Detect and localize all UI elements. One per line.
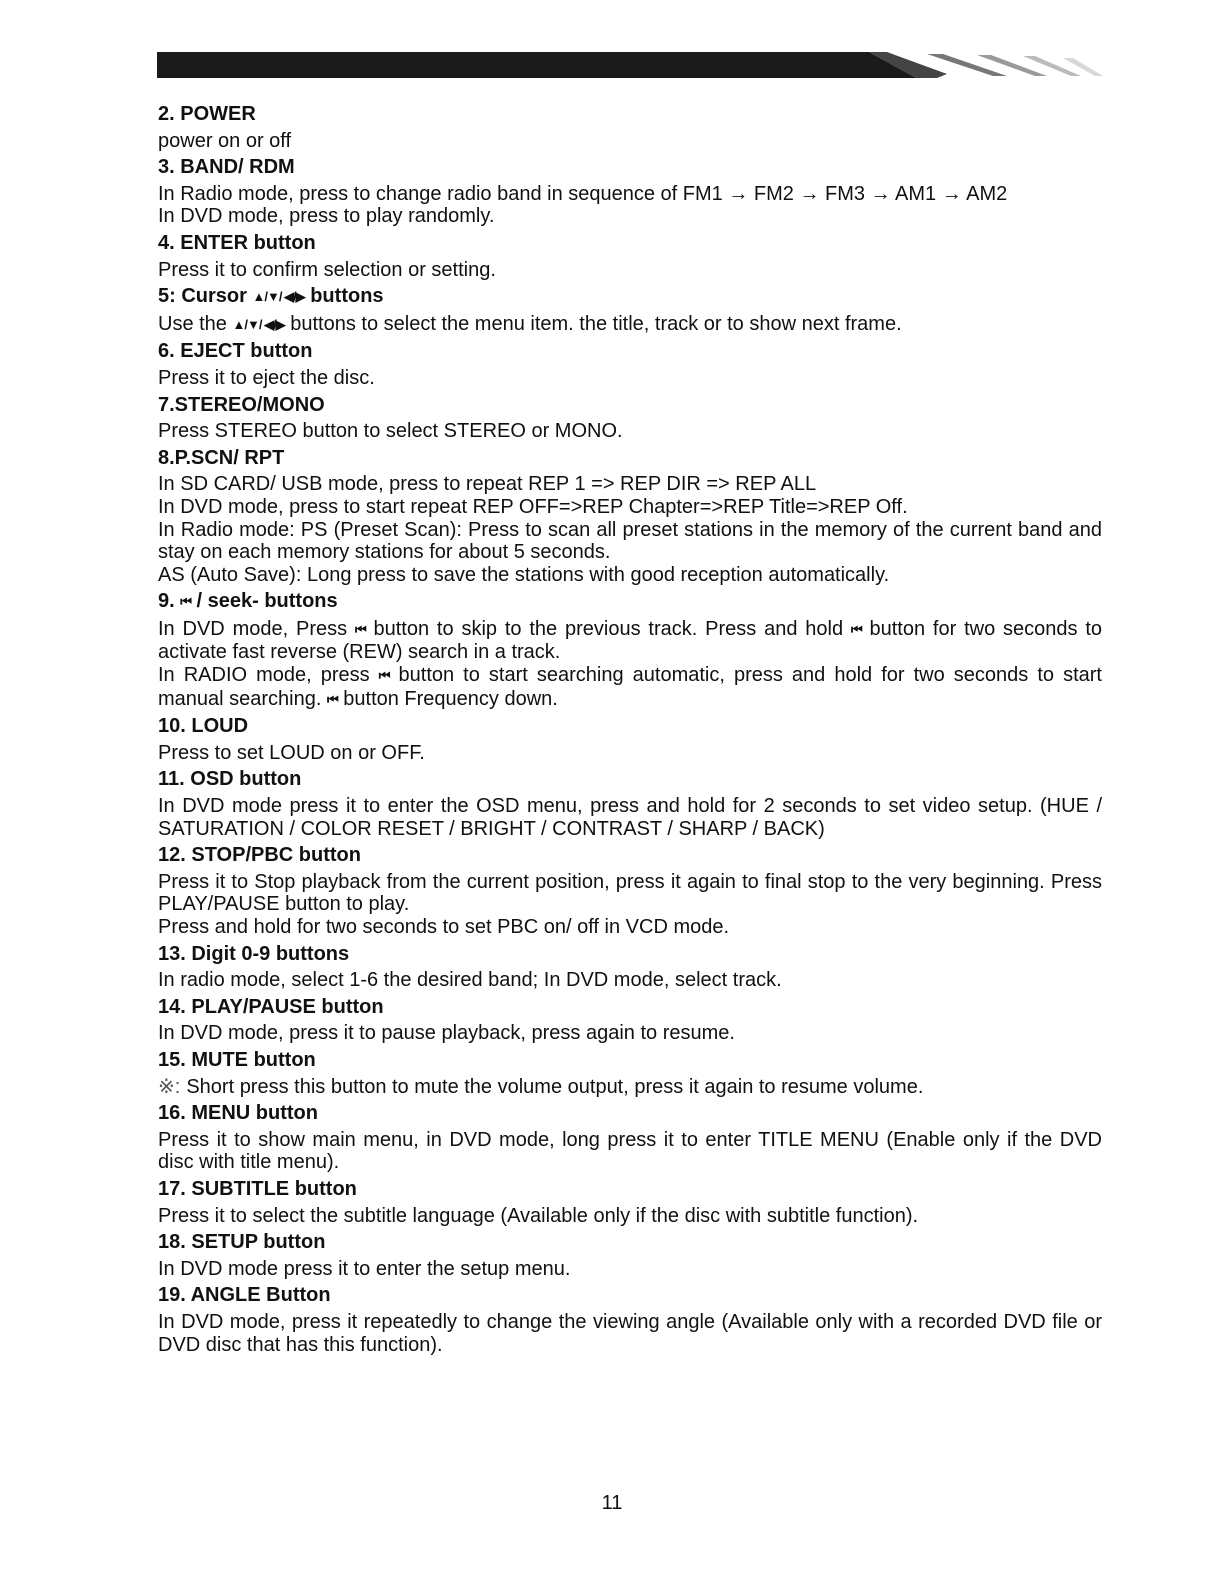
seek-title-suffix: / seek- buttons	[196, 590, 338, 613]
cursor-arrows-icon: ▲/▼/ ◀/▶	[232, 316, 285, 332]
section-text-loud: Press to set LOUD on or OFF.	[158, 741, 425, 764]
section-text-stop-2: Press and hold for two seconds to set PBC on/ off in VCD mode.	[158, 916, 730, 938]
page-number: 11	[601, 1492, 623, 1514]
section-text-setup: In DVD mode press it to enter the setup menu.	[158, 1257, 571, 1280]
section-text-eject: Press it to eject the disc.	[158, 366, 375, 389]
section-text-angle: In DVD mode, press it repeatedly to change the viewing angle (Available only with a recorded DVD file or DVD disc that has this function).	[158, 1310, 1102, 1356]
section-text-enter: Press it to confirm selection or setting.	[158, 258, 496, 281]
skip-back-icon: ⏮	[850, 621, 862, 637]
seek-text-1a: In DVD mode, Press	[158, 617, 348, 640]
section-text-menu: Press it to show main menu, in DVD mode, long press it to enter TITLE MENU (Enable only if the DVD disc with title menu).	[158, 1128, 1102, 1174]
cursor-arrows-icon: ▲/▼/ ◀/▶	[252, 289, 305, 305]
section-title-menu: 16. MENU button	[158, 1102, 318, 1125]
seek-text-1b: button to skip to the previous track. Press and hold	[373, 617, 844, 640]
note-mark-icon: ※:	[158, 1075, 181, 1098]
header-decoration-bar	[157, 52, 1105, 78]
section-title-angle: 19. ANGLE Button	[158, 1284, 331, 1307]
section-text-digit: In radio mode, select 1-6 the desired band; In DVD mode, select track.	[158, 969, 782, 992]
section-title-osd: 11. OSD button	[158, 768, 302, 791]
skip-back-icon: ⏮	[180, 594, 191, 610]
section-text-subtitle: Press it to select the subtitle language (Available only if the disc with subtitle function).	[158, 1204, 919, 1227]
cursor-text-prefix: Use the	[158, 312, 227, 335]
skip-back-icon: ⏮	[354, 621, 366, 637]
seek-text-1c: button for two seconds to activate fast reverse (REW) search in a track.	[158, 617, 1103, 664]
section-title-pscn: 8.P.SCN/ RPT	[158, 446, 285, 469]
section-text-pscn-4: AS (Auto Save): Long press to save the stations with good reception automatically.	[158, 563, 890, 586]
seek-title-prefix: 9.	[158, 590, 175, 613]
section-title-seek	[158, 590, 1102, 614]
section-text-pscn-1: In SD CARD/ USB mode, press to repeat REP 1 => REP DIR => REP ALL	[158, 473, 817, 496]
cursor-title-prefix: 5: Cursor	[158, 285, 247, 308]
section-text-stop-1: Press it to Stop playback from the current position, press it again to final stop to the very beginning. Press PLAY/PAUSE button to play.	[158, 870, 1102, 916]
section-title-setup: 18. SETUP button	[158, 1231, 326, 1254]
section-text-seek-2	[158, 664, 1102, 711]
section-text-mute	[158, 1076, 1102, 1099]
cursor-text-suffix: buttons to select the menu item. the title, track or to show next frame.	[290, 312, 902, 335]
mute-text: Short press this button to mute the volume output, press it again to resume volume.	[186, 1075, 924, 1098]
section-text-band-2: In DVD mode, press to play randomly.	[158, 205, 495, 228]
skip-back-icon: ⏮	[327, 691, 338, 707]
section-text-power: power on or off	[158, 129, 292, 152]
section-title-eject: 6. EJECT button	[158, 340, 313, 363]
seek-text-2b: button to start searching automatic, press and hold for two seconds to start manual searching.	[158, 664, 1102, 710]
section-title-enter: 4. ENTER button	[158, 231, 316, 254]
seek-text-2c: button Frequency down.	[343, 687, 558, 710]
section-text-stereo: Press STEREO button to select STEREO or MONO.	[158, 420, 623, 443]
section-title-cursor	[158, 285, 1102, 309]
section-title-stop: 12. STOP/PBC button	[158, 844, 361, 867]
section-title-digit: 13. Digit 0-9 buttons	[158, 942, 350, 965]
cursor-title-suffix: buttons	[310, 285, 384, 308]
section-title-subtitle: 17. SUBTITLE button	[158, 1177, 357, 1200]
section-title-play: 14. PLAY/PAUSE button	[158, 995, 384, 1018]
section-text-osd: In DVD mode press it to enter the OSD menu, press and hold for 2 seconds to set video setup. (HUE / SATURATION / COLOR RESET / BRIGHT / CONTRAST / SHARP / BACK)	[158, 795, 1102, 840]
section-title-stereo: 7.STEREO/MONO	[158, 393, 325, 416]
section-text-cursor	[158, 313, 1102, 337]
section-text-band-1: In Radio mode, press to change radio band in sequence of FM1 → FM2 → FM3 → AM1 → AM2	[158, 182, 1008, 205]
section-text-pscn-2: In DVD mode, press to start repeat REP OFF=>REP Chapter=>REP Title=>REP Off.	[158, 495, 908, 518]
seek-text-2a: In RADIO mode, press	[158, 664, 370, 687]
section-text-play: In DVD mode, press it to pause playback, press again to resume.	[158, 1022, 735, 1045]
section-title-loud: 10. LOUD	[158, 715, 249, 738]
section-title-power: 2. POWER	[158, 103, 256, 125]
manual-content	[158, 103, 1102, 1356]
section-title-band: 3. BAND/ RDM	[158, 156, 295, 179]
section-text-pscn-3: In Radio mode: PS (Preset Scan): Press to scan all preset stations in the memory of the current band and stay on each memory stations for about 5 seconds.	[158, 518, 1102, 564]
skip-back-icon: ⏮	[378, 668, 390, 684]
section-text-seek-1	[158, 618, 1102, 664]
section-title-mute: 15. MUTE button	[158, 1048, 316, 1071]
